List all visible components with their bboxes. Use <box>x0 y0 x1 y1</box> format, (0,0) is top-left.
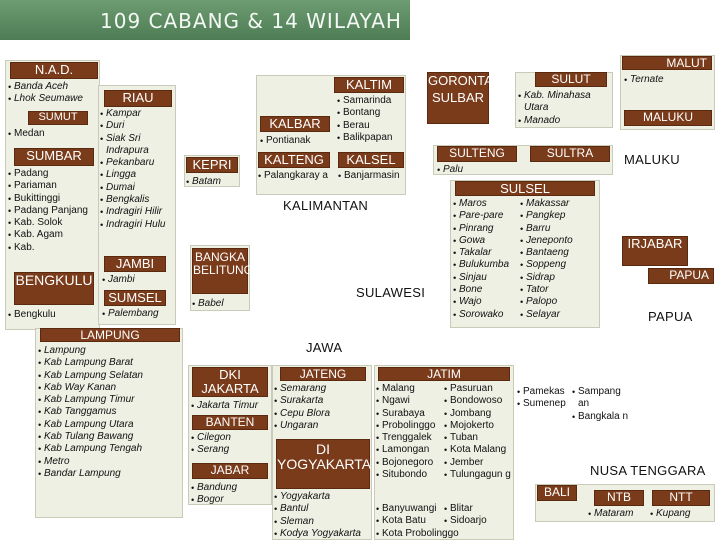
list-item: • Kota Batu <box>376 515 459 527</box>
province-header-kepri: KEPRI <box>186 157 238 173</box>
province-header-riau: RIAU <box>104 90 172 107</box>
list-item: • Palopo <box>520 296 573 308</box>
province-header-sumut: SUMUT <box>28 111 88 125</box>
list-item: • Palembang <box>102 308 159 320</box>
list-item: • Padang <box>8 168 88 180</box>
province-header-sulsel: SULSEL <box>455 181 595 196</box>
list-item: • Dumai <box>100 182 175 194</box>
list-item: • Metro <box>38 456 143 468</box>
list-bangka <box>192 298 224 310</box>
province-header-jabar: JABAR <box>192 463 268 479</box>
list-item: • Pare-pare <box>453 210 509 222</box>
province-header-dki: DKI JAKARTA <box>192 367 268 397</box>
list-item: • Jakarta Timur <box>191 400 258 412</box>
list-item: • Kab Tulang Bawang <box>38 431 143 443</box>
list-item: • Kab. Minahasa Utara <box>518 90 612 115</box>
list-item: • Batam <box>186 176 221 188</box>
list-item: • Jeneponto <box>520 235 573 247</box>
province-header-diy: DI YOGYAKARTA <box>276 439 370 489</box>
list-item: • Indragiri Hulu <box>100 219 175 231</box>
list-item: • Jambi <box>102 274 135 286</box>
province-header-irjabar: IRJABAR <box>622 236 688 266</box>
region-label-kalimantan: KALIMANTAN <box>283 198 369 213</box>
list-sulut <box>518 90 612 127</box>
list-item: • Palangkaray a <box>258 170 334 182</box>
list-item: • Bengkulu <box>8 309 56 321</box>
list-item: • Takalar <box>453 247 509 259</box>
list-item: • Pasuruan <box>444 383 514 395</box>
list-jambi <box>102 274 135 286</box>
page-title: 109 CABANG & 14 WILAYAH <box>100 9 402 33</box>
sulbar-label: SULBAR <box>431 89 485 105</box>
list-item: • Pamekas <box>517 386 566 398</box>
list-ntt <box>650 508 690 520</box>
province-header-sulut: SULUT <box>535 72 607 87</box>
list-jateng <box>274 383 330 432</box>
list-banten <box>191 432 231 457</box>
province-header-lampung: LAMPUNG <box>40 328 180 342</box>
list-item: • Kab Lampung Utara <box>38 419 143 431</box>
list-item: • Cilegon <box>191 432 231 444</box>
list-item: • Ngawi <box>376 395 435 407</box>
list-item: • Siak Sri Indrapura <box>100 133 175 158</box>
list-item: • Kab. Solok <box>8 217 88 229</box>
list-madura-1 <box>517 386 566 411</box>
region-label-sulawesi: SULAWESI <box>356 285 426 300</box>
list-jatim-col1 <box>376 383 435 481</box>
list-item: • Maros <box>453 198 509 210</box>
list-item: • Lampung <box>38 345 143 357</box>
province-header-malut: MALUT <box>622 56 712 70</box>
list-item: • Bontang <box>337 107 392 119</box>
list-kalbar <box>260 135 310 147</box>
province-header-ntb: NTB <box>594 490 644 506</box>
province-header-jatim: JATIM <box>378 367 510 381</box>
list-item: • Manado <box>518 115 612 127</box>
list-item: • Bantaeng <box>520 247 573 259</box>
list-item: • Malang <box>376 383 435 395</box>
list-item: • Serang <box>191 444 231 456</box>
list-item: • Banjarmasin <box>338 170 400 182</box>
list-item: • Bojonegoro <box>376 457 435 469</box>
list-item: • Ternate <box>624 74 664 86</box>
list-dki <box>191 400 258 412</box>
list-item: • Surabaya <box>376 408 435 420</box>
province-header-sumsel: SUMSEL <box>104 290 166 306</box>
list-item: • Soppeng <box>520 259 573 271</box>
list-item: • Pekanbaru <box>100 157 175 169</box>
list-item: • Lamongan <box>376 444 435 456</box>
list-item: • Medan <box>8 128 45 140</box>
list-item: • Bandung <box>191 482 237 494</box>
list-item: • Kota Probolinggo <box>376 528 459 540</box>
list-item: • Kab Lampung Tengah <box>38 443 143 455</box>
list-item: • Pinrang <box>453 223 509 235</box>
list-kaltim <box>337 95 392 144</box>
list-item: • Padang Panjang <box>8 205 88 217</box>
list-sumbar <box>8 168 88 254</box>
list-item: • Kab Lampung Barat <box>38 357 143 369</box>
list-item: • Kodya Yogyakarta <box>274 528 361 540</box>
list-item: • Pariaman <box>8 180 88 192</box>
list-item: • Semarang <box>274 383 330 395</box>
list-item: • Lhok Seumawe <box>8 93 100 105</box>
province-header-jateng: JATENG <box>280 367 366 381</box>
list-bengkulu <box>8 309 56 321</box>
list-diy <box>274 491 361 540</box>
list-item: • Balikpapan <box>337 132 392 144</box>
list-item: • Sumenep <box>517 398 566 410</box>
list-item: • Indragiri Hilir <box>100 206 175 218</box>
list-item: • Kab. <box>8 242 88 254</box>
list-item: • Tulungagun g <box>444 469 514 481</box>
list-item: • Surakarta <box>274 395 330 407</box>
list-item: • Kab Lampung Timur <box>38 394 143 406</box>
list-item: • Palu <box>437 164 463 176</box>
list-kalteng <box>258 170 334 182</box>
province-header-sulteng: SULTENG <box>437 146 517 162</box>
list-item: • Bogor <box>191 494 237 506</box>
province-header-ntt: NTT <box>652 490 710 506</box>
list-item: • Sampang an <box>572 386 630 411</box>
province-header-sultra: SULTRA <box>530 146 610 162</box>
province-header-kaltim: KALTIM <box>334 77 404 93</box>
list-sumsel <box>102 308 159 320</box>
list-item: • Banda Aceh <box>8 81 100 93</box>
list-item: • Sorowako <box>453 309 509 321</box>
title-banner <box>0 0 410 40</box>
list-item: • Pontianak <box>260 135 310 147</box>
list-jatim-extra2 <box>444 503 487 528</box>
list-jabar <box>191 482 237 507</box>
list-kepri <box>186 176 221 188</box>
region-label-papua: PAPUA <box>648 309 693 324</box>
list-item: • Sidrap <box>520 272 573 284</box>
list-item: • Selayar <box>520 309 573 321</box>
list-item: • Bandar Lampung <box>38 468 143 480</box>
list-malut <box>624 74 664 86</box>
list-item: • Sidoarjo <box>444 515 487 527</box>
list-item: • Jombang <box>444 408 514 420</box>
list-item: • Jember <box>444 457 514 469</box>
list-item: • Probolinggo <box>376 420 435 432</box>
list-ntb <box>588 508 633 520</box>
list-item: • Banyuwangi <box>376 503 459 515</box>
list-item: • Bulukumba <box>453 259 509 271</box>
region-label-jawa: JAWA <box>306 340 343 355</box>
list-item: • Bangkala n <box>572 411 630 423</box>
list-item: • Cepu Blora <box>274 408 330 420</box>
list-sulsel-col1 <box>453 198 509 321</box>
province-header-jambi: JAMBI <box>104 256 166 272</box>
list-riau <box>100 108 175 231</box>
list-item: • Bengkalis <box>100 194 175 206</box>
list-item: • Sinjau <box>453 272 509 284</box>
list-item: • Yogyakarta <box>274 491 361 503</box>
list-item: • Makassar <box>520 198 573 210</box>
list-sumut <box>8 128 45 140</box>
list-item: • Tator <box>520 284 573 296</box>
list-item: • Pangkep <box>520 210 573 222</box>
list-madura-2 <box>572 386 630 423</box>
list-sulteng <box>437 164 463 176</box>
list-item: • Kota Malang <box>444 444 514 456</box>
list-item: • Kupang <box>650 508 690 520</box>
gorontalo-label: GORONTALO <box>428 73 511 88</box>
region-label-maluku: MALUKU <box>624 152 680 167</box>
list-item: • Babel <box>192 298 224 310</box>
list-item: • Samarinda <box>337 95 392 107</box>
list-item: • Bantul <box>274 503 361 515</box>
list-jatim-col2 <box>444 383 514 481</box>
province-header-bangka-belitung: BANGKA BELITUNG <box>192 248 248 294</box>
list-lampung <box>38 345 143 480</box>
list-item: • Kab Tanggamus <box>38 406 143 418</box>
list-kalsel <box>338 170 400 182</box>
list-sulsel-col2 <box>520 198 573 321</box>
list-item: • Kab Lampung Selatan <box>38 370 143 382</box>
list-item: • Kab. Agam <box>8 229 88 241</box>
list-item: • Bukittinggi <box>8 193 88 205</box>
list-item: • Bondowoso <box>444 395 514 407</box>
list-item: • Gowa <box>453 235 509 247</box>
province-header-nad: N.A.D. <box>10 62 98 79</box>
list-item: • Bone <box>453 284 509 296</box>
province-header-bali: BALI <box>537 485 577 501</box>
list-item: • Wajo <box>453 296 509 308</box>
province-header-kalsel: KALSEL <box>338 152 404 168</box>
list-item: • Blitar <box>444 503 487 515</box>
province-header-sumbar: SUMBAR <box>14 148 94 166</box>
province-header-papua: PAPUA <box>648 268 714 284</box>
province-header-kalbar: KALBAR <box>260 116 330 132</box>
list-item: • Kab Way Kanan <box>38 382 143 394</box>
list-item: • Duri <box>100 120 175 132</box>
list-item: • Barru <box>520 223 573 235</box>
province-header-kalteng: KALTENG <box>258 152 330 168</box>
list-item: • Berau <box>337 120 392 132</box>
province-header-gorontalo-sulbar <box>427 72 511 124</box>
province-header-maluku: MALUKU <box>624 110 712 126</box>
list-item: • Ungaran <box>274 420 330 432</box>
region-label-nusa-tenggara: NUSA TENGGARA <box>590 463 706 478</box>
list-item: • Trenggalek <box>376 432 435 444</box>
list-item: • Lingga <box>100 169 175 181</box>
list-item: • Sleman <box>274 516 361 528</box>
province-header-banten: BANTEN <box>192 415 268 430</box>
list-nad <box>8 81 100 106</box>
province-header-bengkulu: BENGKULU <box>14 272 94 305</box>
list-item: • Mojokerto <box>444 420 514 432</box>
list-item: • Mataram <box>588 508 633 520</box>
list-item: • Kampar <box>100 108 175 120</box>
list-item: • Situbondo <box>376 469 435 481</box>
list-item: • Tuban <box>444 432 514 444</box>
